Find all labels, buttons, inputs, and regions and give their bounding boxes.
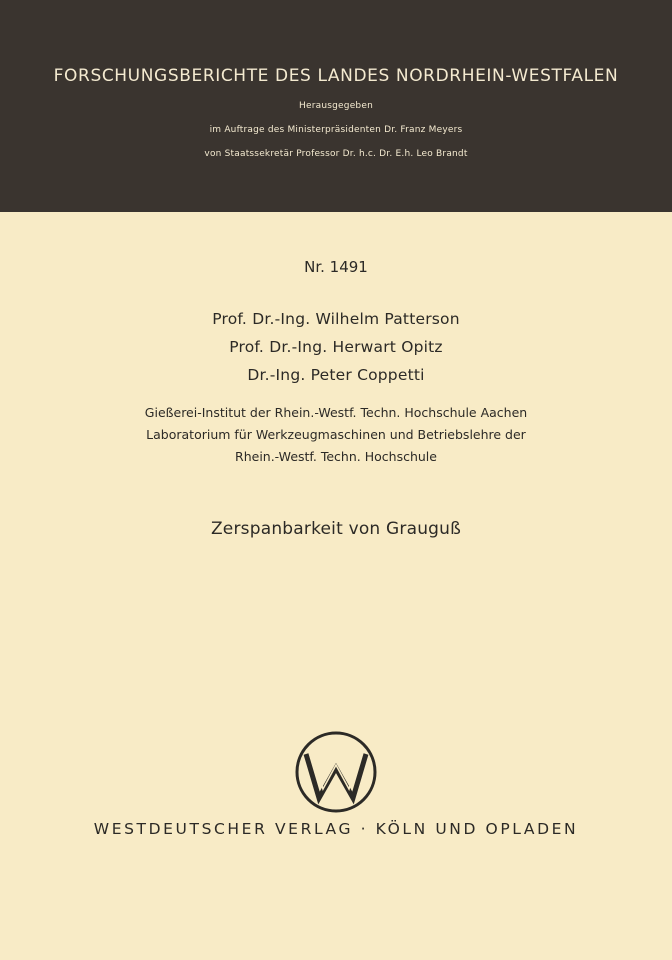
- author-name: Dr.-Ing. Peter Coppetti: [247, 366, 425, 384]
- institute-line: Laboratorium für Werkzeugmaschinen und Betriebslehre der: [146, 427, 526, 442]
- publisher-line: WESTDEUTSCHER VERLAG · KÖLN UND OPLADEN: [93, 820, 579, 838]
- ww-circle-logo-icon: [290, 726, 382, 818]
- editor-name-line: von Staatssekretär Professor Dr. h.c. Dr. E.h. Leo Brandt: [204, 149, 468, 159]
- report-number: Nr. 1491: [304, 258, 368, 276]
- series-header: [0, 0, 672, 212]
- book-title: Zerspanbarkeit von Grauguß: [210, 519, 462, 539]
- commission-line: im Auftrage des Ministerpräsidenten Dr. Franz Meyers: [209, 125, 463, 135]
- institute-line: Gießerei-Institut der Rhein.-Westf. Techn. Hochschule Aachen: [144, 405, 528, 420]
- author-name: Prof. Dr.-Ing. Herwart Opitz: [229, 338, 443, 356]
- author-name: Prof. Dr.-Ing. Wilhelm Patterson: [212, 310, 460, 328]
- editor-label: Herausgegeben: [299, 101, 373, 111]
- institute-line: Rhein.-Westf. Techn. Hochschule: [235, 449, 437, 464]
- series-title: FORSCHUNGSBERICHTE DES LANDES NORDRHEIN-WESTFALEN: [53, 66, 619, 86]
